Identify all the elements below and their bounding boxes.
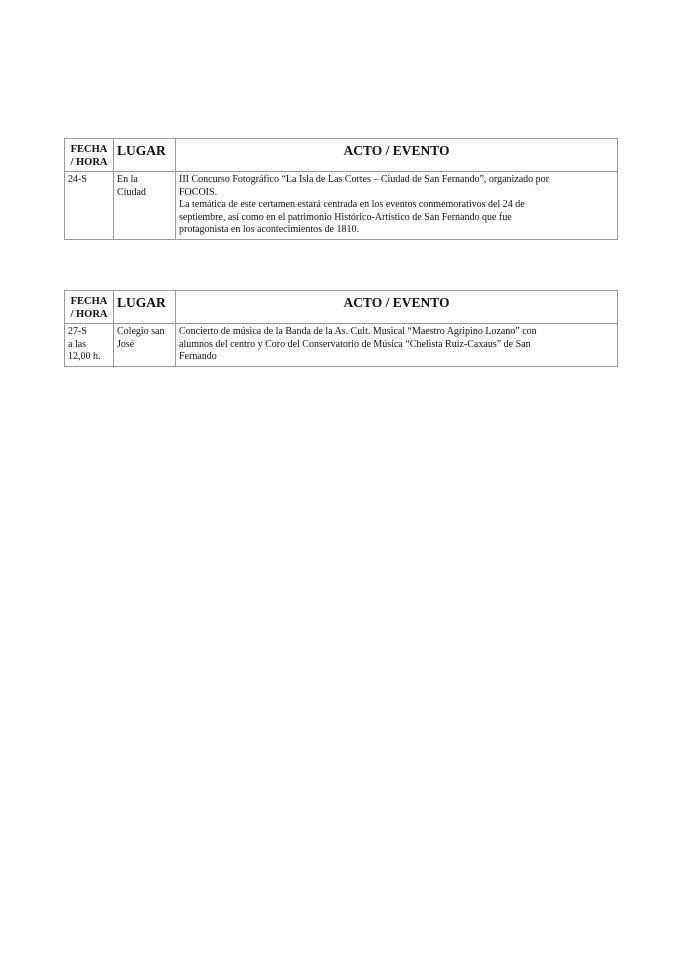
fecha-line: 27-S	[68, 326, 87, 337]
cell-fecha	[65, 324, 114, 367]
acto-line: Fernando	[179, 351, 217, 363]
acto-line: protagonista en los acontecimientos de 1810.	[179, 224, 359, 236]
column-header-acto-evento: ACTO / EVENTO	[176, 291, 618, 324]
acto-line: alumnos del centro y Coro del Conservatorio de Música “Chelista Ruiz-Caxaus” de San	[179, 338, 531, 350]
table-row	[65, 172, 618, 240]
lugar-line: En la	[117, 174, 138, 185]
fecha-line: 12,00 h.	[68, 351, 101, 363]
cell-acto-evento	[176, 172, 618, 240]
fecha-line: a las	[68, 338, 87, 350]
acto-line: Concierto de música de la Banda de la As. Cult. Musical “Maestro Agripino Lozano” con	[179, 326, 537, 337]
acto-line: La temática de este certamen estará centrada en los eventos conmemorativos del 24 de	[179, 199, 525, 211]
acto-line: III Concurso Fotográfico “La Isla de Las Cortes – Ciudad de San Fernando”, organizado por	[179, 174, 549, 185]
table-header-row	[65, 291, 618, 324]
column-header-lugar: LUGAR	[114, 291, 176, 324]
column-header-fecha-hora	[65, 139, 114, 172]
table-row	[65, 324, 618, 367]
fecha-line: 24-S	[68, 174, 87, 185]
lugar-line: Colegio san	[117, 326, 165, 337]
column-header-acto-evento: ACTO / EVENTO	[176, 139, 618, 172]
lugar-line: Ciudad	[117, 186, 146, 198]
header-fecha-label: FECHA	[70, 144, 108, 155]
lugar-line: José	[117, 338, 135, 350]
acto-line: FOCOIS.	[179, 186, 218, 198]
header-hora-label: / HORA	[70, 157, 108, 168]
acto-line: septiembre, así como en el patrimonio Histórico-Artístico de San Fernando que fue	[179, 211, 512, 223]
cell-fecha	[65, 172, 114, 240]
event-table-2	[64, 290, 618, 367]
table-header-row	[65, 139, 618, 172]
cell-lugar	[114, 324, 176, 367]
header-fecha-label: FECHA	[70, 296, 108, 307]
header-hora-label: / HORA	[70, 309, 108, 320]
cell-acto-evento	[176, 324, 618, 367]
column-header-lugar: LUGAR	[114, 139, 176, 172]
cell-lugar	[114, 172, 176, 240]
event-table-1	[64, 138, 618, 240]
column-header-fecha-hora	[65, 291, 114, 324]
